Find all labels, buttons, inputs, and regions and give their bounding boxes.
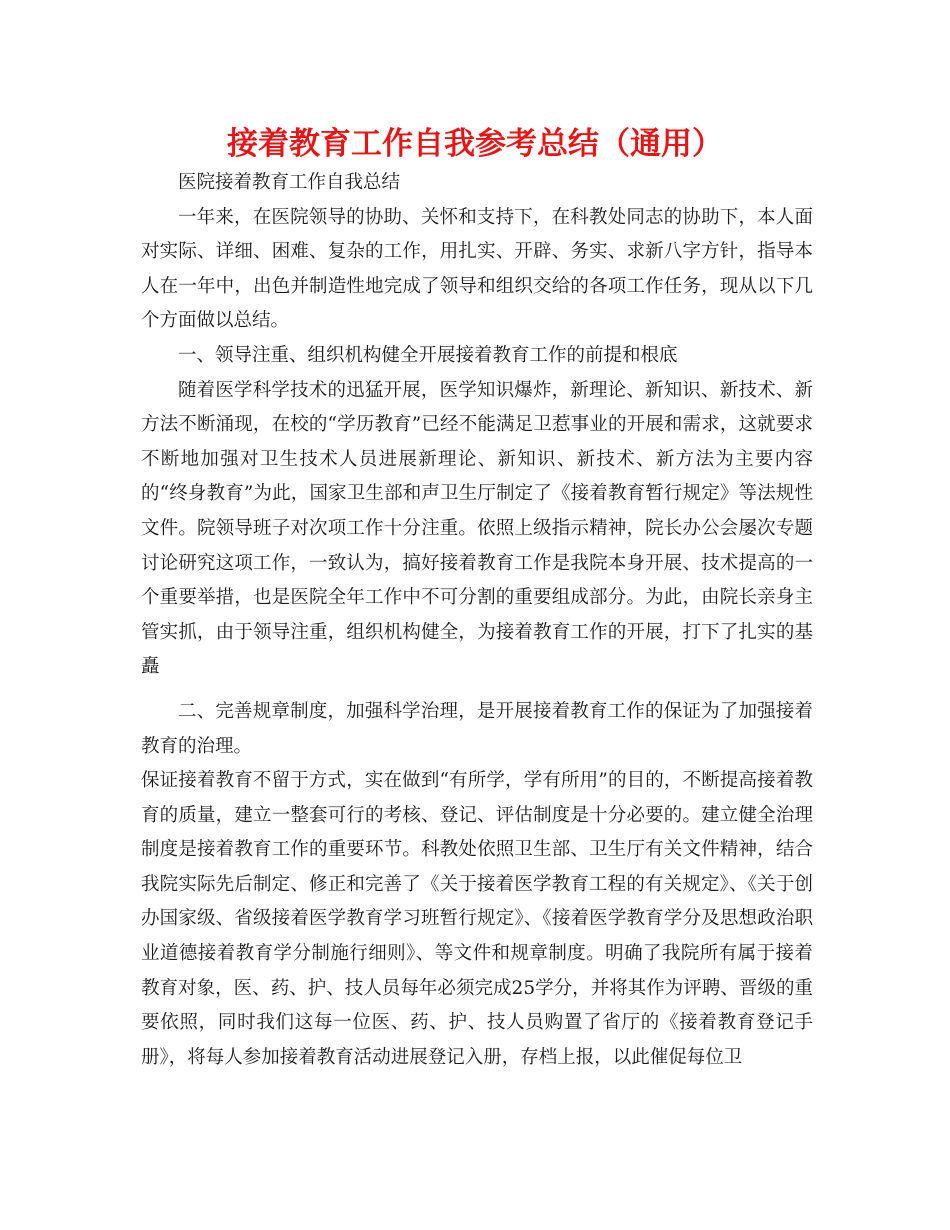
section-heading-1: 一、领导注重、组织机构健全开展接着教育工作的前提和根底 bbox=[178, 344, 678, 366]
paragraph-subtitle: 医院接着教育工作自我总结 bbox=[178, 172, 401, 193]
paragraph-intro: 一年来，在医院领导的协助、关怀和支持下，在科教处同志的协助下，本人面对实际、详细、困难、复杂的工作，用扎实、开辟、务实、求新八字方针，指导本人在一年中，出色并制造性地完成了领导和组织交给的各项工作任务，现从以下几个方面做以总结。 bbox=[141, 206, 813, 332]
paragraph-section-2: 保证接着教育不留于方式，实在做到“有所学，学有所用”的目的，不断提高接着教育的质量，建立一整套可行的考核、登记、评估制度是十分必要的。建立健全治理制度是接着教育工作的重要环节。科教处依照卫生部、卫生厅有关文件精神，结合我院实际先后制定、修正和完善了《关于接着医学教育工程的有关规定》、《关于创办国家级、省级接着医学教育学习班暂行规定》、《接着医学教育学分及思想政治职业道德接着教育学分制施行细则》、等文件和规章制度。明确了我院所有属于接着教育对象，医、药、护、技人员每年必须完成25学分，并将其作为评聘、晋级的重要依照，同时我们这每一位医、药、护、技人员购置了省厅的《接着教育登记手册》，将每人参加接着教育活动进展登记入册，存档上报，以此催促每位卫 bbox=[141, 770, 813, 1068]
paragraph-section-1: 随着医学科学技术的迅猛开展，医学知识爆炸，新理论、新知识、新技术、新方法不断涌现，在校的“学历教育”已经不能满足卫惹事业的开展和需求，这就要求不断地加强对卫生技术人员进展新理论、新知识、新技术、新方法为主要内容的“终身教育”为此，国家卫生部和声卫生厅制定了《接着教育暂行规定》等法规性文件。院领导班子对次项工作十分注重。依照上级指示精神，院长办公会屡次专题讨论研究这项工作，一致认为，搞好接着教育工作是我院本身开展、技术提高的一个重要举措，也是医院全年工作中不可分割的重要组成部分。为此，由院长亲身主管实抓，由于领导注重，组织机构健全，为接着教育工作的开展，打下了扎实的基矗 bbox=[141, 379, 813, 678]
document-body bbox=[141, 166, 813, 1075]
section-heading-2: 二、完善规章制度，加强科学治理，是开展接着教育工作的保证为了加强接着教育的治理。 bbox=[141, 700, 813, 757]
document-title: 接着教育工作自我参考总结（通用） bbox=[227, 126, 723, 162]
